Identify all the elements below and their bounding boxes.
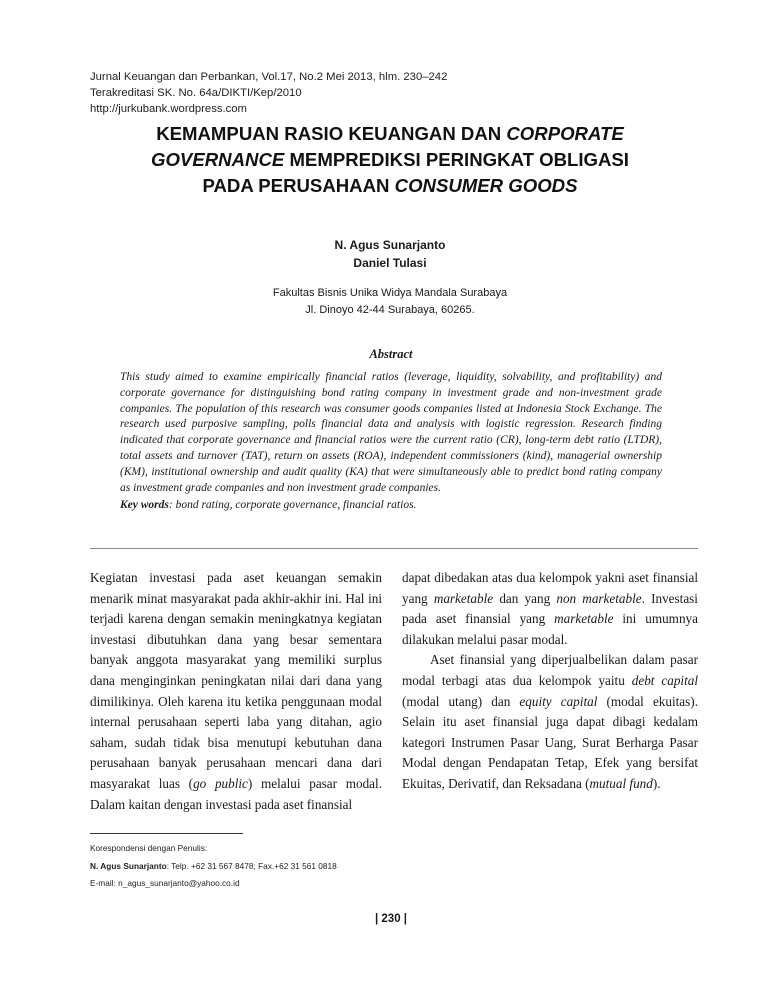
body-column-right — [402, 568, 698, 795]
accreditation: Terakreditasi SK. No. 64a/DIKTI/Kep/2010 — [90, 87, 302, 99]
affiliation-institution: Fakultas Bisnis Unika Widya Mandala Surabaya — [272, 287, 508, 299]
footnote-divider — [90, 833, 243, 834]
journal-header — [90, 69, 447, 117]
body-paragraph: dapat dibedakan atas dua kelompok yakni aset finansial yang marketable dan yang non marketable. Investasi pada aset finansial yang marketable ini umumnya dilakukan melalui pasar modal. — [402, 570, 698, 647]
journal-url: http://jurkubank.wordpress.com — [90, 103, 247, 115]
abstract-text: This study aimed to examine empirically financial ratios (leverage, liquidity, solvability, and profitability) and corporate governance for distinguishing bond rating company in investment grade and non-investment grade companies. The population of this research was consumer goods companies listed at Indonesia Stock Exchange. The research used purposive sampling, polls financial data and analysis with logistic regression. Research finding indicated that corporate governance and financial ratios were the current ratio (CR), long-term debt ratio (LTDR), total assets and turnover (TAT), return on assets (ROA), independent commissioners (kind), managerial ownership (KM), institutional ownership and audit quality (KA) that were simultaneously able to predict bond rating company as investment grade companies and non investment grade companies. — [120, 371, 662, 494]
affiliation-address: Jl. Dinoyo 42-44 Surabaya, 60265. — [305, 304, 475, 316]
body-paragraph: Kegiatan investasi pada aset keuangan semakin menarik minat masyarakat pada akhir-akhir ini. Hal ini terjadi karena dengan semakin meningkatnya kegiatan investasi dibutuhkan dana yang besar sementara banyak anggota masyarakat yang memiliki surplus dana menginginkan peningkatan nilai dari dana yang dimilikinya. Oleh karena itu ketika penggunaan modal internal perusahaan seperti laba yang ditahan, agio saham, sudah tidak bisa menutupi kebutuhan dana perusahaan banyak perusahaan mencari dana dari masyarakat luas (go public) melalui pasar modal. Dalam kaitan dengan investasi pada aset finansial — [90, 570, 382, 812]
keywords-label: Key words — [120, 499, 169, 511]
abstract-heading: Abstract — [369, 347, 413, 361]
journal-citation: Jurnal Keuangan dan Perbankan, Vol.17, No.2 Mei 2013, hlm. 230–242 — [90, 71, 448, 83]
paper-title: KEMAMPUAN RASIO KEUANGAN DAN CORPORATE GOVERNANCE MEMPREDIKSI PERINGKAT OBLIGASI PADA PERUSAHAAN CONSUMER GOODS — [151, 123, 629, 196]
body-paragraph: Aset finansial yang diperjualbelikan dalam pasar modal terbagi atas dua kelompok yaitu debt capital (modal utang) dan equity capital (modal ekuitas). Selain itu aset finansial juga dapat dibagi kedalam kategori Instrumen Pasar Uang, Surat Berharga Pasar Modal dengan Pendapatan Tetap, Efek yang bersifat Ekuitas, Derivatif, dan Reksadana (mutual fund). — [402, 652, 698, 791]
keywords — [120, 497, 662, 513]
keywords-list: : bond rating, corporate governance, financial ratios. — [168, 499, 417, 511]
body-column-left — [90, 568, 382, 815]
page-number: | 230 | — [374, 913, 407, 925]
authors — [0, 236, 768, 272]
footnote-contact: N. Agus Sunarjanto: Telp. +62 31 567 8478; Fax.+62 31 561 0818 — [90, 860, 337, 871]
footnote-label: Korespondensi dengan Penulis: — [90, 843, 208, 853]
author-2: Daniel Tulasi — [353, 256, 427, 270]
footnote-email: E-mail: n_agus_sunarjanto@yahoo.co.id — [90, 878, 240, 889]
section-divider — [90, 548, 698, 549]
footnote — [90, 840, 337, 893]
affiliation — [0, 285, 768, 319]
author-1: N. Agus Sunarjanto — [334, 238, 446, 252]
